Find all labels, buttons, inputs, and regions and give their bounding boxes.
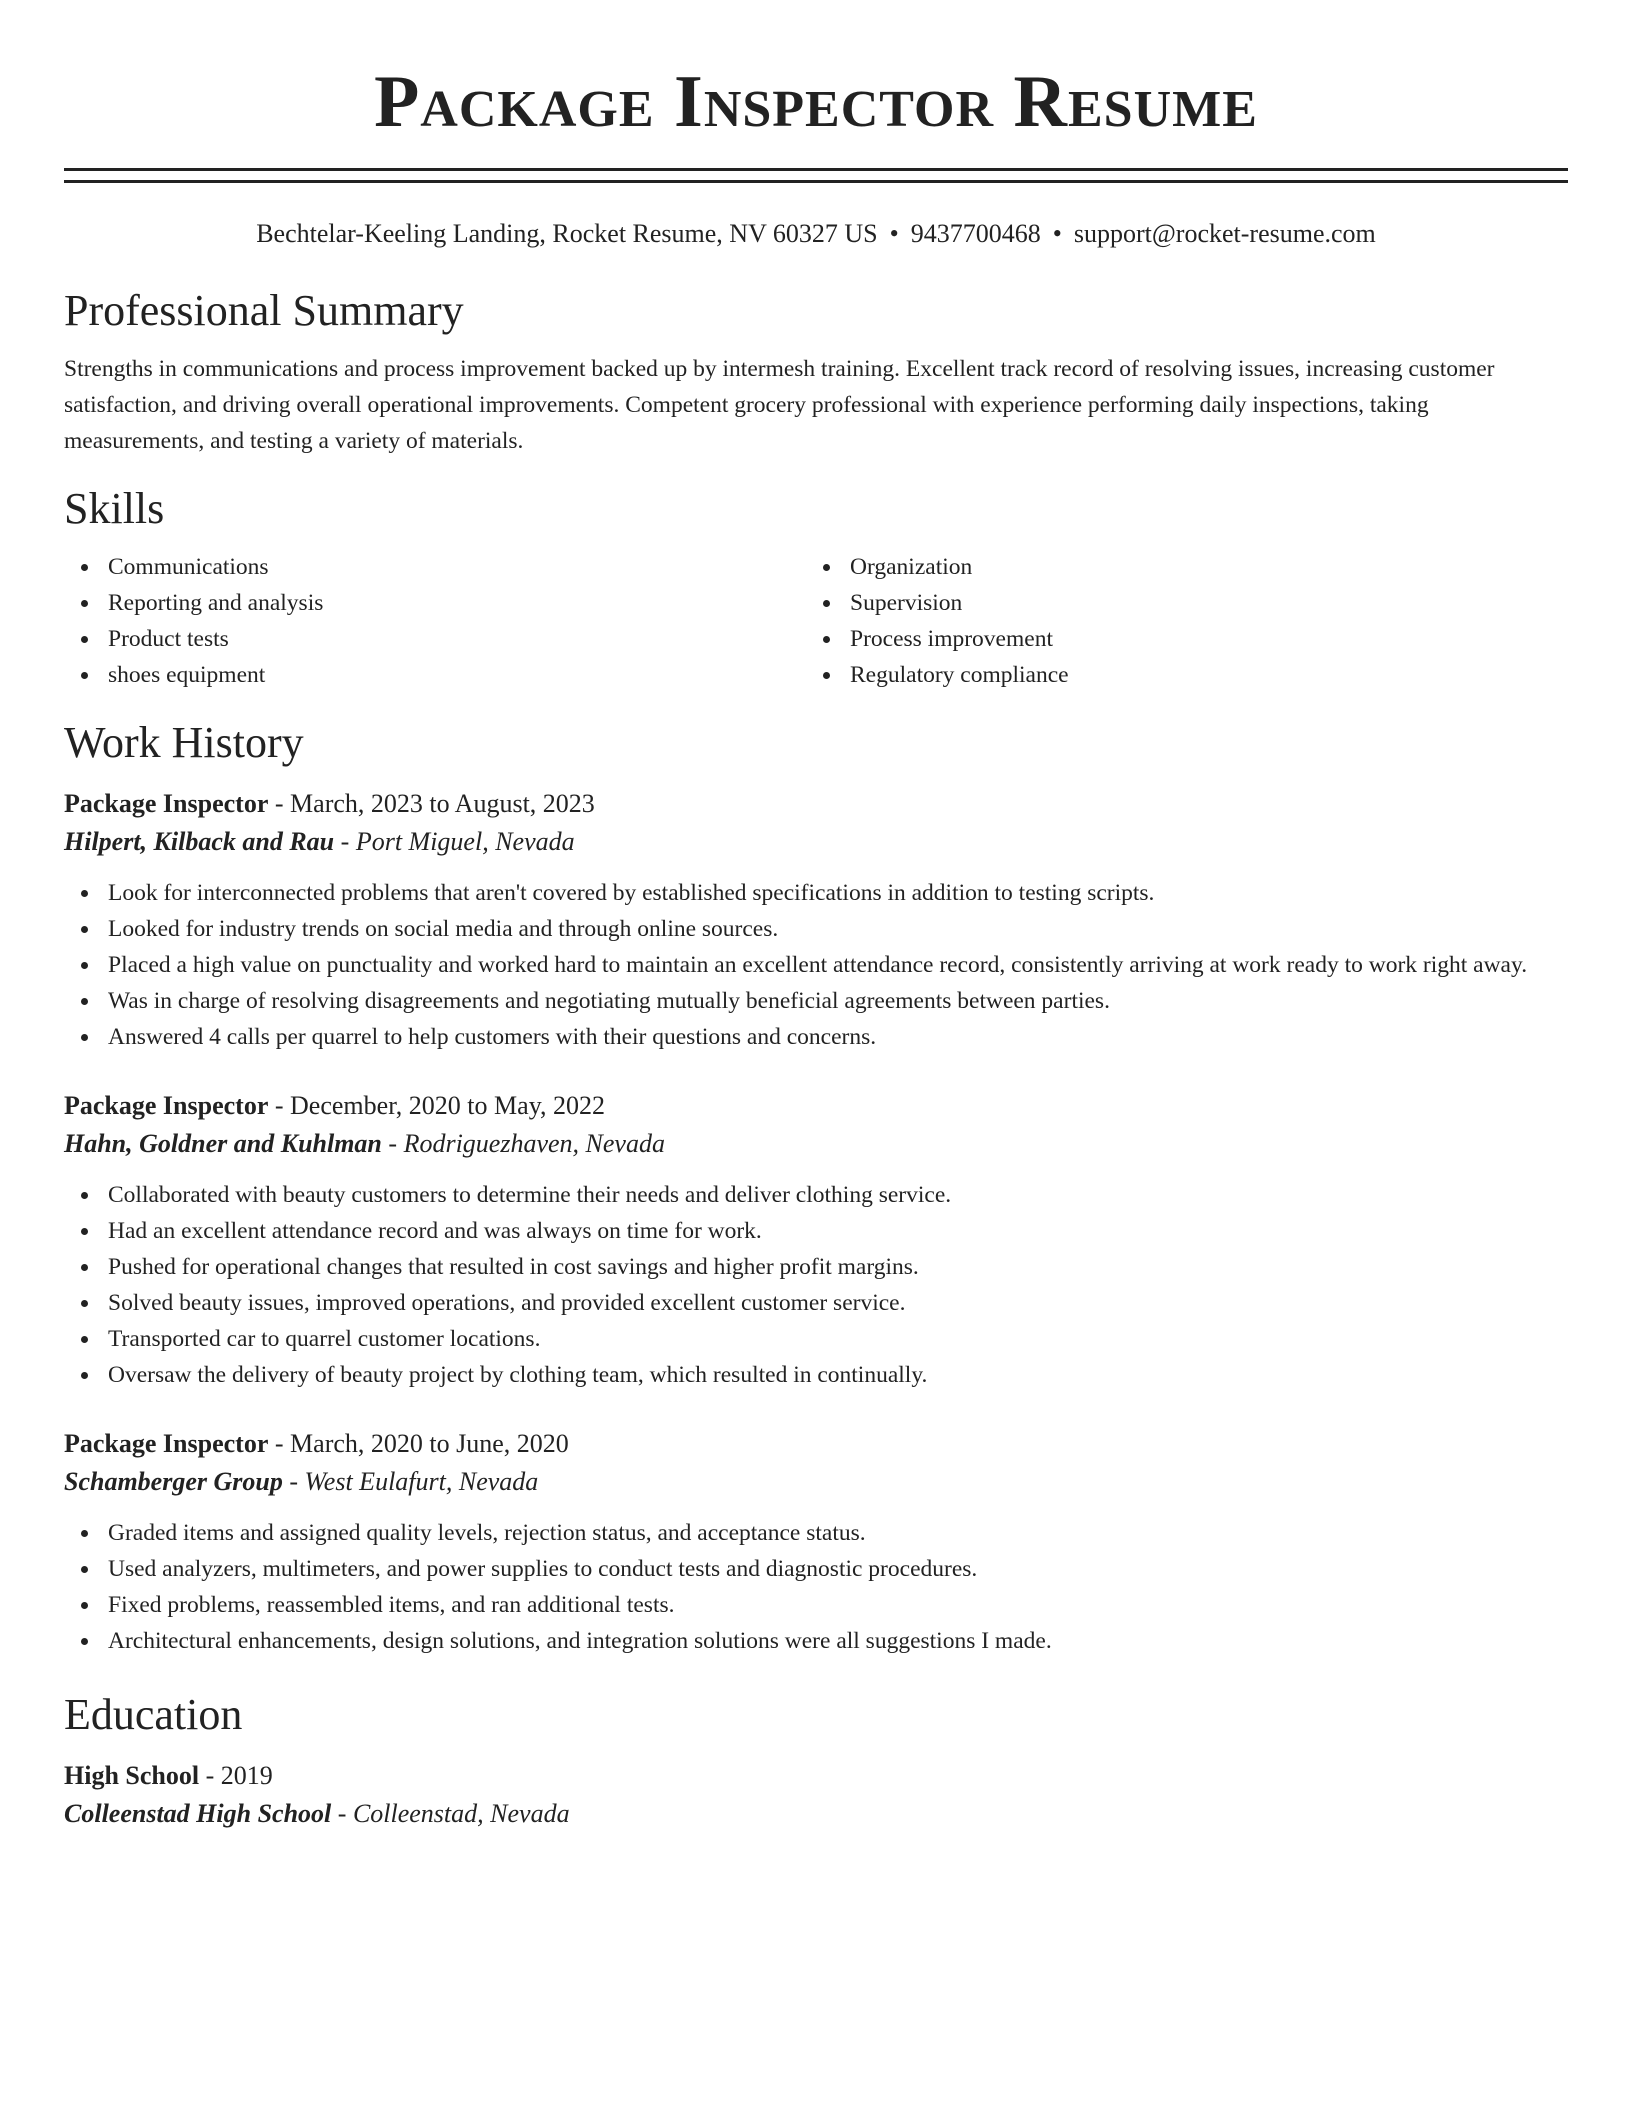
- job-header: [64, 1087, 1568, 1125]
- contact-email: support@rocket-resume.com: [1073, 219, 1376, 248]
- job-bullet: Looked for industry trends on social media and through online sources.: [64, 911, 1568, 947]
- job-company: Hilpert, Kilback and Rau: [64, 827, 335, 856]
- job-dash: -: [268, 789, 291, 818]
- job-bullets: [64, 875, 1568, 1055]
- job-organization: [64, 1125, 1568, 1163]
- job-dash: -: [334, 827, 356, 856]
- job-dash: -: [381, 1129, 404, 1158]
- job-dates: March, 2023 to August, 2023: [290, 789, 595, 818]
- job-bullet: Oversaw the delivery of beauty project by clothing team, which resulted in continually.: [64, 1357, 1568, 1393]
- contact-line: [64, 217, 1568, 251]
- skills-heading: Skills: [64, 484, 165, 533]
- job-bullet: Was in charge of resolving disagreements and negotiating mutually beneficial agreements between parties.: [64, 983, 1568, 1019]
- skill-item: Supervision: [806, 585, 1548, 621]
- job-bullets: [64, 1515, 1568, 1659]
- contact-address: Bechtelar-Keeling Landing, Rocket Resume, NV 60327 US: [256, 219, 878, 248]
- skills-list-right: [806, 549, 1548, 693]
- job-dash: -: [268, 1091, 291, 1120]
- job-header: [64, 785, 1568, 823]
- job-bullet: Architectural enhancements, design solutions, and integration solutions were all suggestions I made.: [64, 1623, 1568, 1659]
- education-school-line: [64, 1795, 1568, 1833]
- job-bullet: Pushed for operational changes that resulted in cost savings and higher profit margins.: [64, 1249, 1568, 1285]
- contact-separator: •: [889, 219, 899, 248]
- skill-item: shoes equipment: [64, 657, 806, 693]
- job-location: Port Miguel, Nevada: [355, 827, 575, 856]
- job-bullets: [64, 1177, 1568, 1393]
- education-header: [64, 1757, 1568, 1795]
- skills-section: [64, 483, 1568, 693]
- skill-item: Product tests: [64, 621, 806, 657]
- skills-columns: [64, 549, 1568, 693]
- education-section: [64, 1689, 1568, 1833]
- job-bullet: Transported car to quarrel customer locations.: [64, 1321, 1568, 1357]
- job-bullet: Answered 4 calls per quarrel to help customers with their questions and concerns.: [64, 1019, 1568, 1055]
- skill-item: Reporting and analysis: [64, 585, 806, 621]
- skill-item: Organization: [806, 549, 1548, 585]
- skill-item: Communications: [64, 549, 806, 585]
- job-organization: [64, 823, 1568, 861]
- professional-summary-section: [64, 285, 1568, 459]
- job-bullet: Placed a high value on punctuality and worked hard to maintain an excellent attendance record, consistently arriving at work ready to work right away.: [64, 947, 1568, 983]
- job-bullet: Look for interconnected problems that aren't covered by established specifications in addition to testing scripts.: [64, 875, 1568, 911]
- job-entry: [64, 785, 1568, 1055]
- contact-separator: •: [1052, 219, 1062, 248]
- job-dates: March, 2020 to June, 2020: [290, 1429, 569, 1458]
- job-dash: -: [268, 1429, 291, 1458]
- skills-list-left: [64, 549, 806, 693]
- job-location: West Eulafurt, Nevada: [304, 1467, 539, 1496]
- work-history-heading: Work History: [64, 718, 304, 767]
- summary-heading: Professional Summary: [64, 286, 464, 335]
- job-role: Package Inspector: [64, 789, 269, 818]
- work-history-section: [64, 717, 1568, 1659]
- summary-text: Strengths in communications and process improvement backed up by intermesh training. Excellent track record of resolving issues, increasing customer satisfaction, and driving overall operational improvements. Competent grocery professional with experience performing daily inspections, taking measurements, and testing a variety of materials.: [64, 356, 1495, 454]
- job-company: Schamberger Group: [64, 1467, 283, 1496]
- job-bullet: Used analyzers, multimeters, and power supplies to conduct tests and diagnostic procedures.: [64, 1551, 1568, 1587]
- skill-item: Process improvement: [806, 621, 1548, 657]
- job-company: Hahn, Goldner and Kuhlman: [64, 1129, 382, 1158]
- job-bullet: Graded items and assigned quality levels, rejection status, and acceptance status.: [64, 1515, 1568, 1551]
- job-role: Package Inspector: [64, 1429, 269, 1458]
- resume-title: Package Inspector Resume: [374, 61, 1258, 143]
- skill-item: Regulatory compliance: [806, 657, 1548, 693]
- job-bullet: Had an excellent attendance record and was always on time for work.: [64, 1213, 1568, 1249]
- education-location: Colleenstad, Nevada: [352, 1799, 570, 1828]
- job-bullet: Collaborated with beauty customers to determine their needs and deliver clothing service.: [64, 1177, 1568, 1213]
- job-organization: [64, 1463, 1568, 1501]
- job-dash: -: [282, 1467, 305, 1496]
- education-degree: High School: [64, 1761, 200, 1790]
- education-entry: [64, 1757, 1568, 1833]
- contact-phone: 9437700468: [910, 219, 1041, 248]
- education-year: 2019: [220, 1761, 273, 1790]
- job-entry: [64, 1087, 1568, 1393]
- job-location: Rodriguezhaven, Nevada: [403, 1129, 665, 1158]
- education-school: Colleenstad High School: [64, 1799, 332, 1828]
- job-role: Package Inspector: [64, 1091, 269, 1120]
- job-dates: December, 2020 to May, 2022: [290, 1091, 606, 1120]
- job-entry: [64, 1425, 1568, 1659]
- job-bullet: Fixed problems, reassembled items, and ran additional tests.: [64, 1587, 1568, 1623]
- job-bullet: Solved beauty issues, improved operations, and provided excellent customer service.: [64, 1285, 1568, 1321]
- education-dash: -: [331, 1799, 353, 1828]
- title-double-rule: [64, 168, 1568, 183]
- education-dash: -: [199, 1761, 221, 1790]
- job-header: [64, 1425, 1568, 1463]
- education-heading: Education: [64, 1690, 243, 1739]
